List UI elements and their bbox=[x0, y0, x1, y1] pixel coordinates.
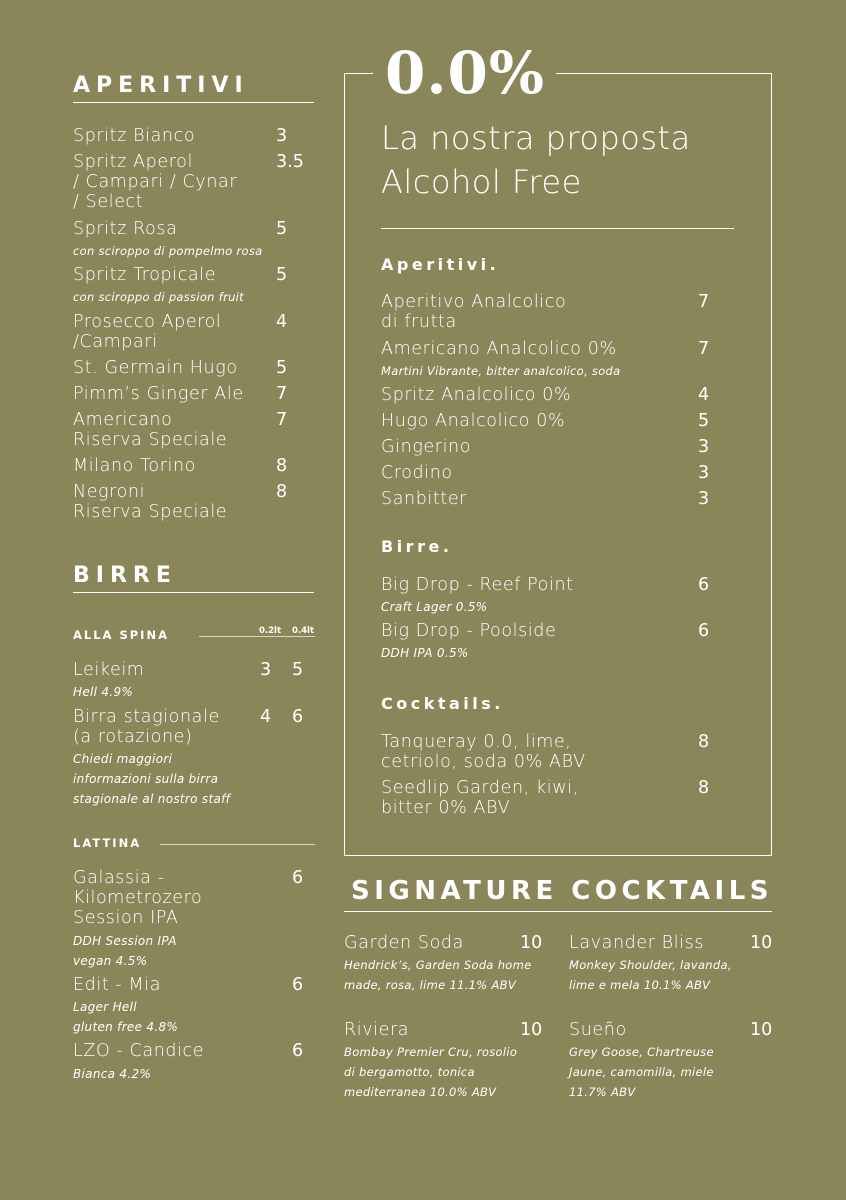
aperitivo-note: con sciroppo di pompelmo rosa bbox=[73, 244, 263, 258]
signature-price: 10 bbox=[520, 1020, 543, 1040]
aperitivo-name: Spritz Tropicale bbox=[73, 265, 217, 285]
af-item-name: Aperitivo Analcolico di frutta bbox=[381, 292, 567, 332]
signature-note: Monkey Shoulder, lavanda, lime e mela 10.1% ABV bbox=[569, 958, 732, 992]
aperitivo-name: Negroni Riserva Speciale bbox=[73, 482, 228, 522]
size-small-label: 0.2lt bbox=[259, 626, 282, 636]
signature-price: 10 bbox=[520, 933, 543, 953]
beer-name: Edit - Mia bbox=[73, 975, 162, 995]
box-top-rule bbox=[556, 73, 772, 74]
af-item-price: 5 bbox=[698, 411, 710, 431]
beer-note: DDH Session IPA vegan 4.5% bbox=[73, 934, 177, 968]
af-item-price: 8 bbox=[698, 732, 710, 752]
beer-price-small: 4 bbox=[260, 707, 272, 727]
alcohol-free-intro: La nostra proposta Alcohol Free bbox=[381, 119, 691, 201]
box-top-rule bbox=[344, 73, 373, 74]
af-item-price: 4 bbox=[698, 385, 710, 405]
af-item-name: Crodino bbox=[381, 463, 453, 483]
beer-price: 6 bbox=[292, 868, 304, 888]
signature-note: Hendrick’s, Garden Soda home made, rosa, lime 11.1% ABV bbox=[344, 958, 532, 992]
signature-price: 10 bbox=[750, 933, 773, 953]
signature-note: Bombay Premier Cru, rosolio di bergamotto, tonica mediterranea 10.0% ABV bbox=[344, 1045, 518, 1099]
aperitivo-note: con sciroppo di passion fruit bbox=[73, 290, 244, 304]
aperitivo-price: 5 bbox=[276, 219, 288, 239]
af-item-name: Spritz Analcolico 0% bbox=[381, 385, 572, 405]
af-item-price: 8 bbox=[698, 778, 710, 798]
aperitivo-price: 5 bbox=[276, 265, 288, 285]
aperitivo-name: Prosecco Aperol /Campari bbox=[73, 312, 222, 352]
signature-name: Sueño bbox=[569, 1020, 627, 1040]
af-item-name: Big Drop - Reef Point bbox=[381, 575, 574, 595]
alcohol-free-big-title: 0.0% bbox=[385, 39, 546, 107]
af-item-price: 3 bbox=[698, 489, 710, 509]
af-item-price: 3 bbox=[698, 463, 710, 483]
beer-price: 6 bbox=[292, 1041, 304, 1061]
aperitivo-name: Spritz Bianco bbox=[73, 126, 196, 146]
signature-price: 10 bbox=[750, 1020, 773, 1040]
beer-name: Galassia - Kilometrozero Session IPA bbox=[73, 868, 203, 928]
size-large-label: 0.4lt bbox=[292, 626, 315, 636]
signature-title: SIGNATURE COCKTAILS bbox=[351, 876, 774, 906]
af-item-price: 6 bbox=[698, 575, 710, 595]
aperitivo-price: 3.5 bbox=[276, 152, 304, 172]
beer-note: Bianca 4.2% bbox=[73, 1067, 152, 1081]
af-item-price: 3 bbox=[698, 437, 710, 457]
aperitivo-price: 4 bbox=[276, 312, 288, 332]
beer-note: Lager Hell gluten free 4.8% bbox=[73, 1000, 179, 1034]
af-item-note: Martini Vibrante, bitter analcolico, soda bbox=[381, 364, 621, 378]
af-item-name: Tanqueray 0.0, lime, cetriolo, soda 0% ABV bbox=[381, 732, 586, 772]
aperitivo-name: Americano Riserva Speciale bbox=[73, 410, 228, 450]
af-cocktails-title: Cocktails. bbox=[381, 694, 504, 713]
beer-name: Leikeim bbox=[73, 660, 145, 680]
aperitivo-name: St. Germain Hugo bbox=[73, 358, 238, 378]
beer-note: Chiedi maggiori informazioni sulla birra stagionale al nostro staff bbox=[73, 752, 231, 806]
beer-price-small: 3 bbox=[260, 660, 272, 680]
beer-price-large: 6 bbox=[292, 707, 304, 727]
af-item-name: Americano Analcolico 0% bbox=[381, 339, 617, 359]
aperitivo-name: Milano Torino bbox=[73, 456, 196, 476]
af-item-name: Hugo Analcolico 0% bbox=[381, 411, 566, 431]
af-item-name: Gingerino bbox=[381, 437, 472, 457]
af-item-name: Sanbitter bbox=[381, 489, 467, 509]
af-birre-title: Birre. bbox=[381, 537, 453, 556]
aperitivi-title: APERITIVI bbox=[73, 73, 249, 98]
aperitivo-price: 8 bbox=[276, 456, 288, 476]
signature-name: Riviera bbox=[344, 1020, 410, 1040]
aperitivi-rule bbox=[73, 102, 314, 103]
signature-note: Grey Goose, Chartreuse Jaune, camomilla, miele 11.7% ABV bbox=[569, 1045, 714, 1099]
signature-name: Garden Soda bbox=[344, 933, 464, 953]
birre-rule bbox=[73, 592, 314, 593]
aperitivo-price: 8 bbox=[276, 482, 288, 502]
af-item-price: 7 bbox=[698, 292, 710, 312]
aperitivo-price: 7 bbox=[276, 410, 288, 430]
intro-rule bbox=[381, 228, 734, 229]
af-item-note: Craft Lager 0.5% bbox=[381, 600, 488, 614]
aperitivo-price: 3 bbox=[276, 126, 288, 146]
beer-price: 6 bbox=[292, 975, 304, 995]
birre-title: BIRRE bbox=[73, 563, 177, 588]
af-aperitivi-title: Aperitivi. bbox=[381, 255, 500, 274]
alla-spina-title: ALLA SPINA bbox=[73, 628, 169, 642]
aperitivo-price: 7 bbox=[276, 384, 288, 404]
beer-name: LZO - Candice bbox=[73, 1041, 205, 1061]
af-item-note: DDH IPA 0.5% bbox=[381, 646, 469, 660]
signature-name: Lavander Bliss bbox=[569, 933, 705, 953]
af-item-name: Seedlip Garden, kiwi, bitter 0% ABV bbox=[381, 778, 579, 818]
beer-note: Hell 4.9% bbox=[73, 685, 134, 699]
beer-name: Birra stagionale (a rotazione) bbox=[73, 707, 220, 747]
af-item-price: 7 bbox=[698, 339, 710, 359]
aperitivo-name: Spritz Aperol / Campari / Cynar / Select bbox=[73, 152, 238, 212]
lattina-rule bbox=[160, 844, 315, 845]
aperitivo-name: Spritz Rosa bbox=[73, 219, 178, 239]
af-item-price: 6 bbox=[698, 621, 710, 641]
af-item-name: Big Drop - Poolside bbox=[381, 621, 557, 641]
beer-price-large: 5 bbox=[292, 660, 304, 680]
aperitivo-price: 5 bbox=[276, 358, 288, 378]
signature-rule bbox=[344, 911, 772, 912]
aperitivo-name: Pimm’s Ginger Ale bbox=[73, 384, 244, 404]
alla-spina-rule bbox=[199, 636, 315, 637]
lattina-title: LATTINA bbox=[73, 836, 142, 850]
